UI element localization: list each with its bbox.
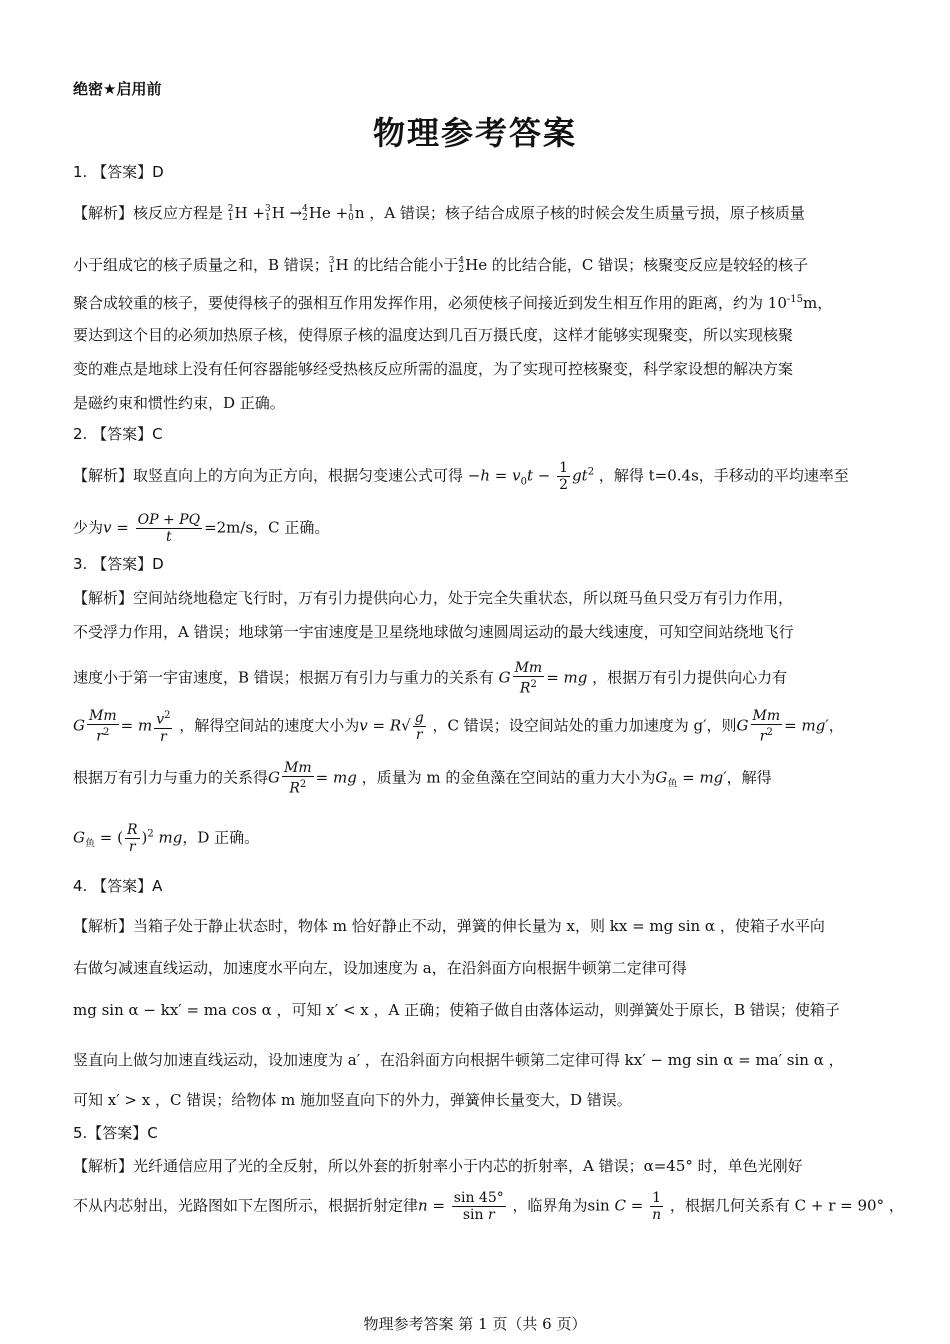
q4-line-2: 右做匀减速直线运动，加速度水平向左，设加速度为 a，在沿斜面方向根据牛顿第二定律可得 — [73, 959, 687, 977]
q2-line-2: 少为v = $\frac{OP + PQ}{t}$ =2m/s，C 正确。 — [73, 512, 330, 545]
q4-answer: 4. 【答案】A — [73, 877, 163, 895]
q4-line-1: 【解析】当箱子处于静止状态时，物体 m 恰好静止不动，弹簧的伸长量为 x，则 kx = mg sin α ，使箱子水平向 — [73, 917, 825, 935]
page-footer: 物理参考答案 第 1 页（共 6 页） — [363, 1315, 587, 1333]
q2-answer: 2. 【答案】C — [73, 425, 163, 443]
q4-line-5: 可知 x′ > x ，C 错误；给物体 m 施加竖直向下的外力，弹簧伸长量变大，D 错误。 — [73, 1091, 632, 1109]
q3-answer: 3. 【答案】D — [73, 555, 164, 573]
q1-line-4: 要达到这个目的必须加热原子核，使得原子核的温度达到几百万摄氏度，这样才能够实现聚变，所以实现核聚 — [73, 326, 794, 344]
q5-line-2: 不从内芯射出，光路图如下左图所示，根据折射定律n = $\frac{\sin 45^\circ}{\text{sin r}}$ ，临界角为sin C = $\frac{1}{n}$ ，根据几何关系有 C + r = 90° ， — [73, 1190, 904, 1223]
q1-line-3: 聚合成较重的核子，要使得核子的强相互作用发挥作用，必须使核子间接近到发生相互作用的距离，约为 $10^{-15}m$， — [73, 294, 833, 312]
q1-line-1: 【解析】核反应方程是 2 1H +3 1H →4 2He +1 0n ，A 错误；核子结合成原子核的时候会发生质量亏损，原子核质量 — [73, 204, 805, 223]
q4-line-4: 竖直向上做匀加速直线运动，设加速度为 a′ ，在沿斜面方向根据牛顿第二定律可得 kx′ − mg sin α = ma′ sin α ， — [73, 1051, 844, 1069]
q3-line-2: 不受浮力作用，A 错误；地球第一宇宙速度是卫星绕地球做匀速圆周运动的最大线速度，可知空间站绕地飞行 — [73, 623, 794, 641]
q1-line-5: 变的难点是地球上没有任何容器能够经受热核反应所需的温度，为了实现可控核聚变，科学家设想的解决方案 — [73, 360, 794, 378]
page-title: 物理参考答案 — [372, 114, 577, 152]
q3-line-1: 【解析】空间站绕地稳定飞行时，万有引力提供向心力，处于完全失重状态，所以斑马鱼只受万有引力作用， — [73, 589, 794, 607]
q2-line-1: 【解析】取竖直向上的方向为正方向，根据匀变速公式可得 $-h = v_0t$ − $\frac{1}{2}$ $gt^2$ ，解得 t=0.4s，手移动的平均速率至 — [73, 460, 849, 493]
q5-line-1: 【解析】光纤通信应用了光的全反射，所以外套的折射率小于内芯的折射率，A 错误；α=45° 时，单色光刚好 — [73, 1157, 803, 1175]
q3-line-3: 速度小于第一宇宙速度，B 错误；根据万有引力与重力的关系有 G $\frac{Mm}{R^2}$ = mg ，根据万有引力提供向心力有 — [73, 660, 788, 697]
q1-line-2: 小于组成它的核子质量之和，B 错误；3 1H 的比结合能小于4 2He 的比结合能，C 错误；核聚变反应是较轻的核子 — [73, 256, 809, 275]
q5-answer: 5.【答案】C — [73, 1124, 158, 1142]
q1-answer: 1. 【答案】D — [73, 163, 164, 181]
q4-line-3: mg sin α − kx′ = ma cos α ，可知 x′ < x ，A 正确；使箱子做自由落体运动，则弹簧处于原长，B 错误；使箱子 — [73, 1001, 840, 1019]
q3-line-6: $G_鱼$ = ( $\frac{R}{r}$ )$^2$ mg，D 正确。 — [73, 822, 260, 855]
q3-line-5: 根据万有引力与重力的关系得G $\frac{Mm}{R^2}$ = mg ，质量为 m 的金鱼藻在空间站的重力大小为$G_鱼 = mg'$，解得 — [73, 760, 772, 797]
q1-line-6: 是磁约束和惯性约束，D 正确。 — [73, 394, 285, 412]
q3-line-4: G $\frac{Mm}{r^2}$ = m $\frac{v^2}{r}$ ，解得空间站的速度大小为v = R√ $\frac{g}{r}$ ，C 错误；设空间站处的重力加速度为 g′，则G $\frac{Mm}{r^2}$ = mg′， — [73, 708, 844, 745]
confidential-label: 绝密★启用前 — [73, 80, 162, 98]
